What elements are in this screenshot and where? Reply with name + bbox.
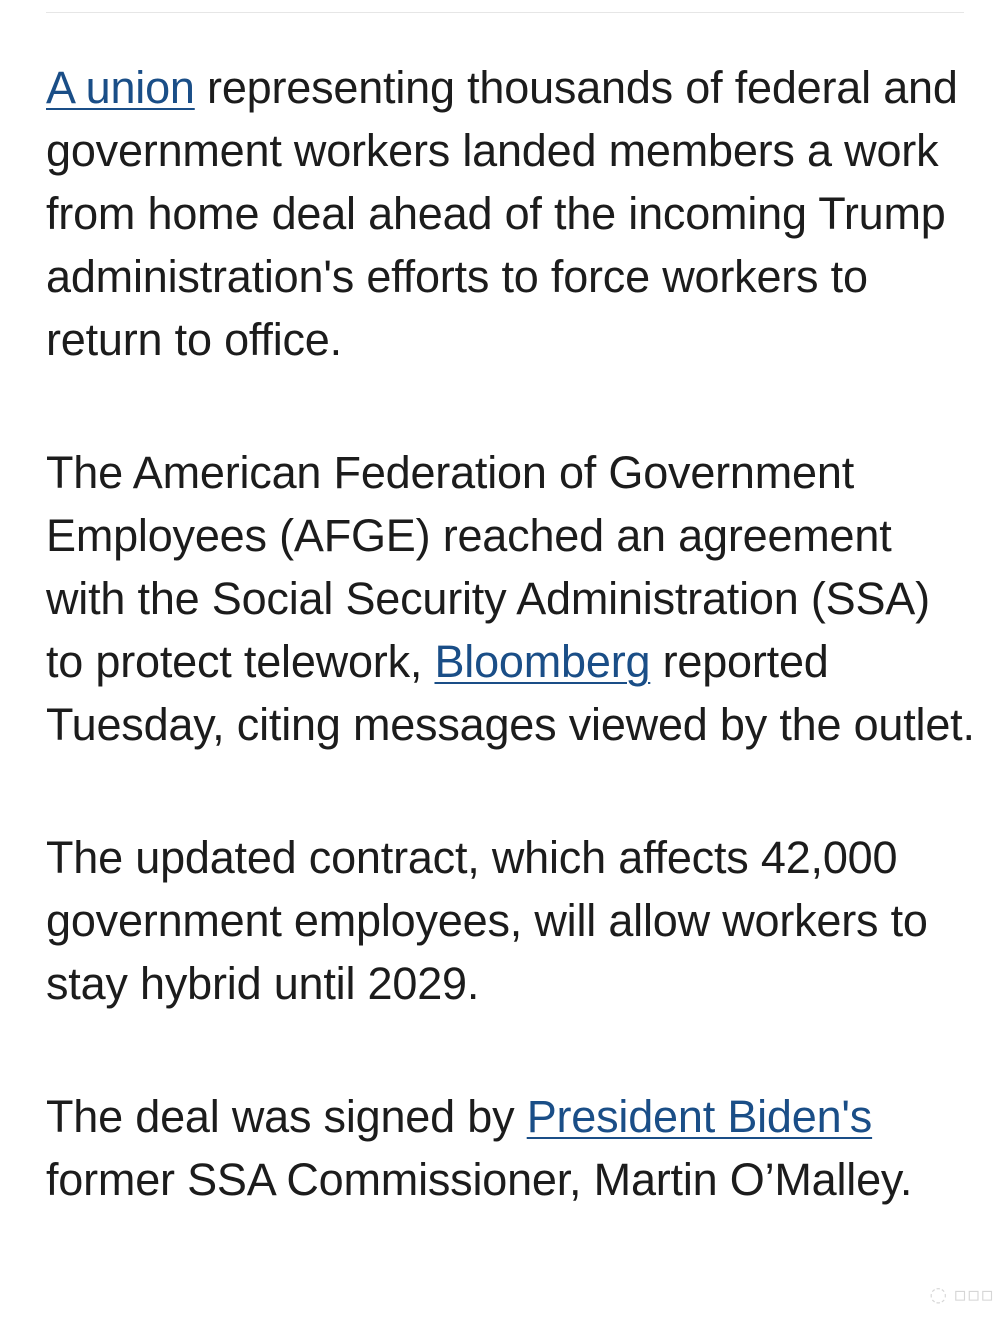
paragraph-3	[46, 826, 976, 1015]
paragraph-4	[46, 1085, 976, 1211]
paragraph-4-text-after: former SSA Commissioner, Martin O’Malley.	[46, 1154, 913, 1205]
top-divider	[46, 12, 964, 13]
paragraph-1-text: representing thousands of federal and government workers landed members a work from home deal ahead of the incoming Trump administration's efforts to force workers to return to office.	[46, 62, 958, 365]
link-bloomberg[interactable]: Bloomberg	[434, 636, 651, 687]
paragraph-2-text-before: The American Federation of Government Employees (AFGE) reached an agreement with the Social Security Administration (SSA) to protect telework,	[46, 447, 930, 687]
watermark-logo: ◌ ▫▫▫	[929, 1282, 994, 1306]
paragraph-3-text: The updated contract, which affects 42,000 government employees, will allow workers to stay hybrid until 2029.	[46, 832, 928, 1009]
link-a-union[interactable]: A union	[46, 62, 195, 113]
article-body	[46, 56, 976, 1281]
link-president-biden[interactable]: President Biden's	[526, 1091, 873, 1142]
paragraph-2-text-after: reported Tuesday, citing messages viewed by the outlet.	[46, 636, 975, 750]
paragraph-2	[46, 441, 976, 756]
paragraph-4-text-before: The deal was signed by	[46, 1091, 527, 1142]
paragraph-1	[46, 56, 976, 371]
